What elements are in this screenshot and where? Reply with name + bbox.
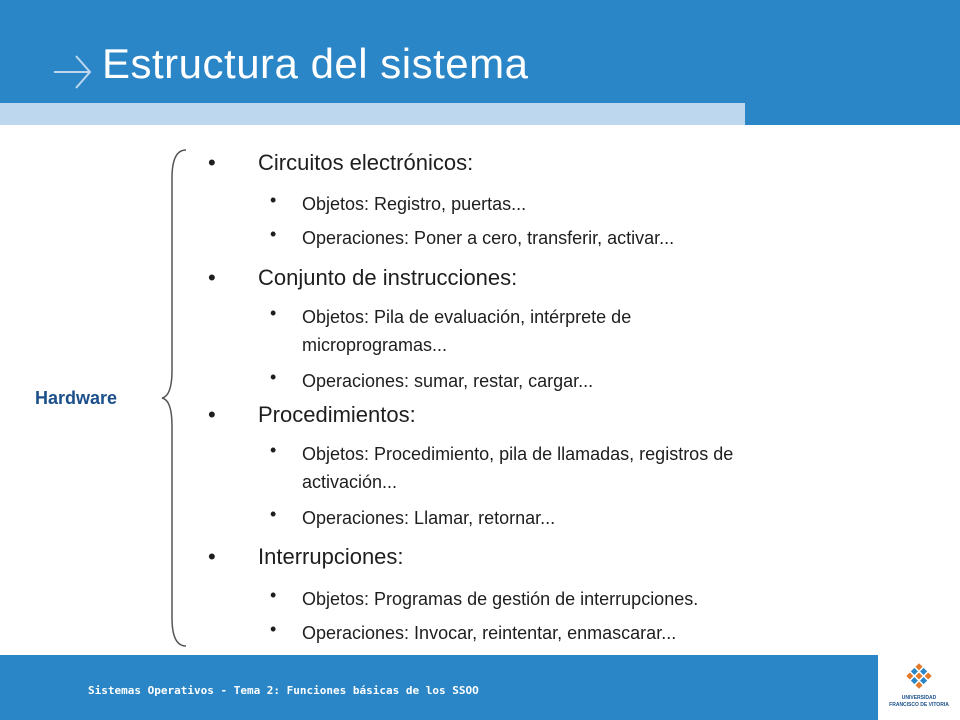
logo-text-line1: UNIVERSIDAD bbox=[901, 695, 937, 701]
bullet-marker: • bbox=[270, 303, 277, 323]
bullet-marker: • bbox=[208, 402, 216, 427]
list-item-text: Objetos: Procedimiento, pila de llamadas, registros de activación... bbox=[302, 444, 734, 492]
list-item-text: Operaciones: sumar, restar, cargar... bbox=[302, 371, 594, 391]
bullet-marker: • bbox=[208, 544, 216, 569]
section-heading-text: Circuitos electrónicos: bbox=[258, 150, 474, 175]
bullet-marker: • bbox=[270, 504, 277, 524]
university-logo bbox=[878, 655, 960, 720]
list-item-text: Objetos: Registro, puertas... bbox=[302, 194, 527, 214]
bullet-marker: • bbox=[270, 190, 277, 210]
bullet-marker: • bbox=[270, 367, 277, 387]
list-item-text: Objetos: Programas de gestión de interrupciones. bbox=[302, 589, 699, 609]
section-heading-text: Interrupciones: bbox=[258, 544, 404, 569]
bullet-marker: • bbox=[208, 265, 216, 290]
bullet-marker: • bbox=[270, 619, 277, 639]
list-item-text: Operaciones: Llamar, retornar... bbox=[302, 508, 556, 528]
bullet-marker: • bbox=[208, 150, 216, 175]
section-heading-text: Conjunto de instrucciones: bbox=[258, 265, 518, 290]
slide-title: Estructura del sistema bbox=[102, 40, 529, 87]
list-item-text: Operaciones: Poner a cero, transferir, activar... bbox=[302, 228, 675, 248]
logo-text-line2: FRANCISCO DE VITORIA bbox=[889, 702, 949, 708]
section-heading-text: Procedimientos: bbox=[258, 402, 416, 427]
footer-text: Sistemas Operativos - Tema 2: Funciones básicas de los SSOO bbox=[88, 684, 479, 697]
bullet-marker: • bbox=[270, 224, 277, 244]
list-item-text: Objetos: Pila de evaluación, intérprete de microprogramas... bbox=[302, 307, 632, 355]
logo-mark-icon bbox=[904, 661, 934, 691]
bullet-marker: • bbox=[270, 585, 277, 605]
bullet-marker: • bbox=[270, 440, 277, 460]
side-label: Hardware bbox=[35, 388, 118, 408]
list-item-text: Operaciones: Invocar, reintentar, enmascarar... bbox=[302, 623, 677, 643]
